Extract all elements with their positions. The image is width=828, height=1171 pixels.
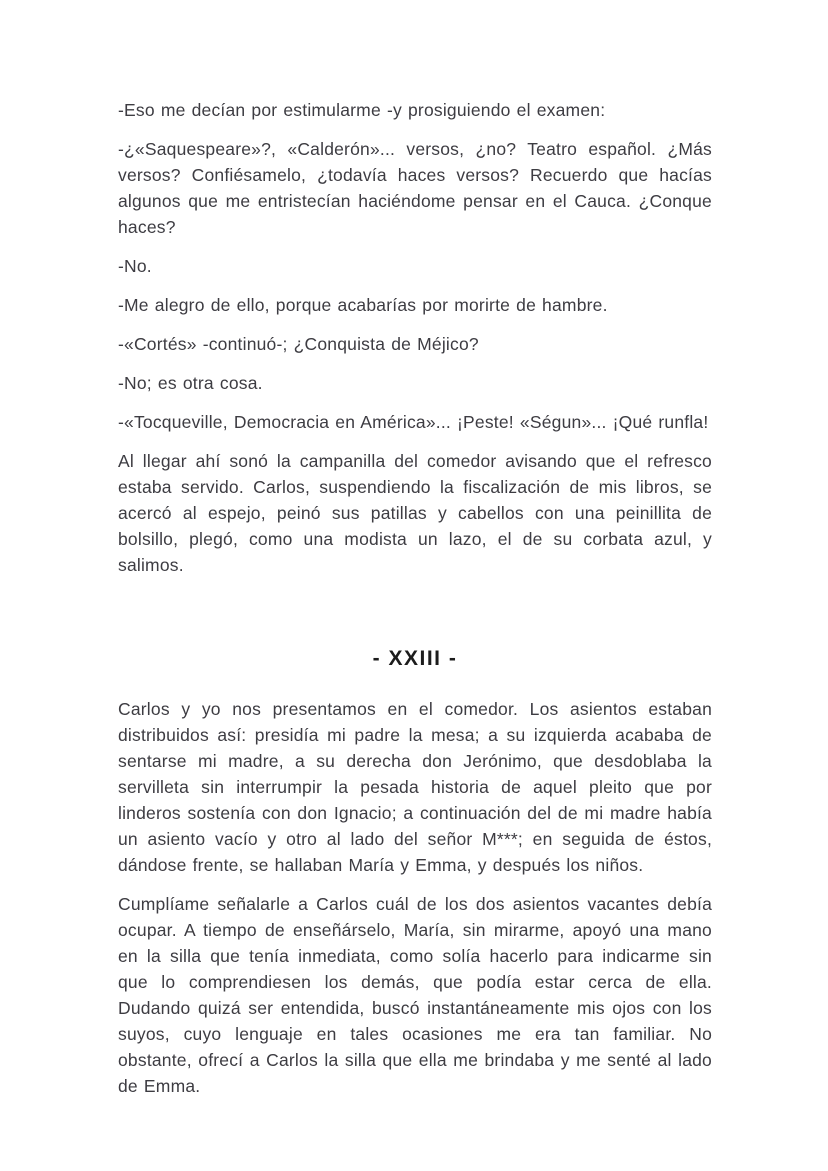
paragraph: -¿«Saquespeare»?, «Calderón»... versos, ¿no? Teatro español. ¿Más versos? Confiésamelo, ¿todavía haces versos? Recuerdo que hacías algunos que me entristecían haciéndome pensar en el Cauca. ¿Conque haces? [118,139,712,237]
page-text [118,97,712,1112]
paragraph: -No. [118,256,152,276]
paragraph: -Me alegro de ello, porque acabarías por morirte de hambre. [118,295,608,315]
paragraph: -«Cortés» -continuó-; ¿Conquista de Méjico? [118,334,479,354]
paragraph: -Eso me decían por estimularme -y prosiguiendo el examen: [118,100,606,120]
paragraph: Al llegar ahí sonó la campanilla del comedor avisando que el refresco estaba servido. Carlos, suspendiendo la fiscalización de mis libros, se acercó al espejo, peinó sus patillas y cabellos con una peinillita de bolsillo, plegó, como una modista un lazo, el de su corbata azul, y salimos. [118,451,712,575]
chapter-heading: - XXIII - [372,647,458,670]
paragraph: -No; es otra cosa. [118,373,263,393]
paragraph: Carlos y yo nos presentamos en el comedor. Los asientos estaban distribuidos así: presidía mi padre la mesa; a su izquierda acababa de sentarse mi madre, a su derecha don Jerónimo, que desdoblaba la servilleta sin interrumpir la pesada historia de aquel pleito que por linderos sostenía con don Ignacio; a continuación del de mi madre había un asiento vacío y otro al lado del señor M***; en seguida de éstos, dándose frente, se hallaban María y Emma, y después los niños. [118,699,712,875]
paragraph: -«Tocqueville, Democracia en América»... ¡Peste! «Ségun»... ¡Qué runfla! [118,412,709,432]
paragraph: Cumplíame señalarle a Carlos cuál de los dos asientos vacantes debía ocupar. A tiempo de enseñárselo, María, sin mirarme, apoyó una mano en la silla que tenía inmediata, como solía hacerlo para indicarme sin que lo comprendiesen los demás, que podía estar cerca de ella. Dudando quizá ser entendida, buscó instantáneamente mis ojos con los suyos, cuyo lenguaje en tales ocasiones me era tan familiar. No obstante, ofrecí a Carlos la silla que ella me brindaba y me senté al lado de Emma. [118,894,712,1096]
